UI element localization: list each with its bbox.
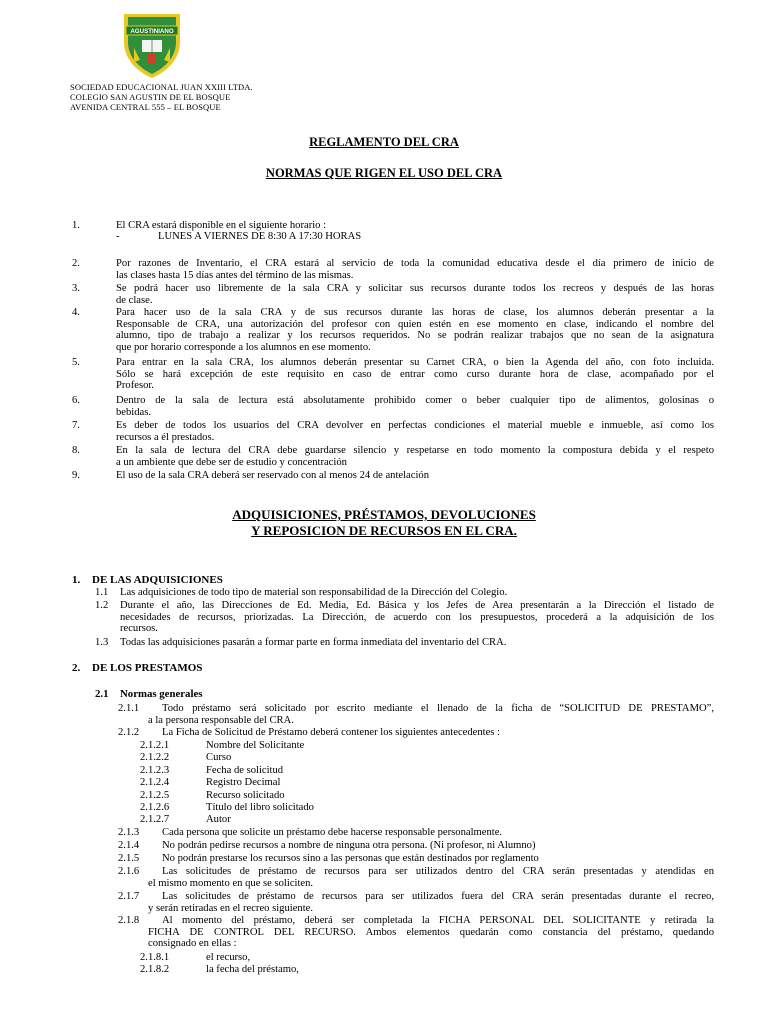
field-label: Fecha de solicitud	[206, 764, 284, 776]
schedule-dash: -	[116, 231, 120, 242]
schedule-text: LUNES A VIERNES DE 8:30 A 17:30 HORAS	[158, 231, 362, 242]
item-number: 1.3	[95, 637, 109, 648]
item-number: 2.1.5	[118, 853, 140, 864]
field-number: 2.1.2.4	[140, 777, 170, 789]
field-label: el recurso,	[206, 952, 251, 963]
section-title-line-2: Y REPOSICION DE RECURSOS EN EL CRA.	[251, 523, 517, 538]
item-number: 2.1.3	[118, 827, 140, 838]
norm-number: 6.	[72, 395, 80, 406]
field-number: 2.1.2.7	[140, 814, 170, 826]
item-text-line: Todas las adquisiciones pasarán a formar parte en forma inmediata del inventario del CRA.	[120, 637, 507, 648]
norm-number: 7.	[72, 420, 80, 431]
field-number: 2.1.8.2	[140, 964, 170, 976]
item-text-line: recursos.	[120, 623, 158, 635]
item-text-line: Todo préstamo será solicitado por escrito mediante el llenado de la ficha de “SOLICITUD DE PRESTAMO”,	[162, 703, 714, 714]
header-line-3: AVENIDA CENTRAL 555 – EL BOSQUE	[70, 102, 221, 112]
subsection-2-1-number: 2.1	[95, 688, 109, 700]
norm-text-line: Responsable de CRA, una autorización del profesor con quien estén en ese momento en clase, indicando el nombre del	[116, 318, 714, 330]
institution-header	[70, 82, 253, 112]
field-number: 2.1.8.1	[140, 952, 170, 963]
norm-number: 4.	[72, 307, 80, 318]
norm-number: 9.	[72, 470, 80, 481]
field-label: Curso	[206, 752, 232, 764]
item-text-line: Las solicitudes de préstamo de recursos para ser utilizados dentro del CRA serán presentadas y atendidas en	[162, 866, 714, 877]
item-text-line: Las solicitudes de préstamo de recursos para ser utilizados fuera del CRA serán presentadas durante el recreo,	[162, 891, 714, 902]
norm-number: 8.	[72, 445, 80, 456]
subsection-2-1-title: Normas generales	[120, 688, 203, 700]
norm-text-line: Es deber de todos los usuarios del CRA devolver en perfectas condiciones el material mueble e inmueble, así como los	[116, 420, 714, 431]
norms-title: NORMAS QUE RIGEN EL USO DEL CRA	[265, 166, 503, 180]
norm-text-line: a un ambiente que debe ser de estudio y concentración	[116, 456, 347, 468]
norm-text-line: El uso de la sala CRA deberá ser reservado con al menos 24 de antelación	[116, 470, 429, 481]
norm-text-line: Sólo se hará excepción de este requisito en caso de entrar como curso durante hora de clase, acompañado por el	[116, 368, 714, 380]
field-number: 2.1.2.6	[140, 802, 170, 813]
norm-text-line: Para entrar en la sala CRA, los alumnos deberán presentar su Carnet CRA, o bien la Agenda del año, con foto incluida.	[116, 357, 714, 368]
item-text-line: Las adquisiciones de todo tipo de material son responsabilidad de la Dirección del Colegio.	[120, 587, 508, 598]
item-number: 2.1.1	[118, 703, 140, 714]
norm-text-line: Dentro de la sala de lectura está absolutamente prohibido comer o beber cualquier tipo de alimentos, golosinas o	[116, 395, 714, 406]
item-text-line: No podrán prestarse los recursos sino a las personas que están destinados por reglamento	[162, 853, 539, 864]
norm-text-line: bebidas.	[116, 406, 152, 418]
section-1-number: 1.	[72, 574, 81, 586]
norm-text-line: Por razones de Inventario, el CRA estará al servicio de toda la comunidad educativa desde el día primero de inicio de	[116, 258, 714, 269]
norm-text-line: En la sala de lectura del CRA debe guardarse silencio y respetarse en todo momento la compostura debida y el respeto	[116, 445, 714, 456]
section-title-line-1: ADQUISICIONES, PRÉSTAMOS, DEVOLUCIONES	[232, 507, 536, 522]
section-1-title: DE LAS ADQUISICIONES	[92, 574, 223, 586]
item-number: 2.1.4	[118, 840, 140, 851]
norm-text-line: recursos a él prestados.	[116, 431, 215, 443]
field-label: Nombre del Solicitante	[206, 740, 305, 751]
field-number: 2.1.2.5	[140, 789, 170, 801]
header-line-1: SOCIEDAD EDUCACIONAL JUAN XXIII LTDA.	[70, 82, 253, 92]
item-text-line: No podrán pedirse recursos a nombre de ninguna otra persona. (Ni profesor, ni Alumno)	[162, 840, 536, 851]
item-text-line: Durante el año, las Direcciones de Ed. Media, Ed. Básica y los Jefes de Area presentarán a la Dirección el listado de	[120, 600, 714, 611]
norm-number: 1.	[72, 220, 80, 231]
item-text-line: La Ficha de Solicitud de Préstamo deberá contener los siguientes antecedentes :	[162, 727, 501, 738]
item-number: 2.1.8	[118, 915, 140, 926]
field-number: 2.1.2.1	[140, 740, 170, 751]
norm-number: 2.	[72, 258, 80, 269]
field-number: 2.1.2.3	[140, 764, 170, 776]
section-2-title: DE LOS PRESTAMOS	[92, 662, 203, 674]
field-label: Autor	[206, 814, 231, 826]
norm-text-line: Para hacer uso de la sala CRA y de sus recursos durante las horas de clase, los alumnos deberán presentar a la	[116, 307, 714, 318]
norm-text-line: El CRA estará disponible en el siguiente horario :	[116, 220, 327, 231]
norm-text-line: que por horario corresponde a los alumnos en ese momento.	[116, 341, 371, 353]
norm-text-line: las clases hasta 15 días antes del término de las mismas.	[116, 269, 354, 281]
item-number: 1.1	[95, 587, 109, 598]
norm-text-line: Profesor.	[116, 380, 154, 392]
item-text-line: FICHA DE CONTROL DEL RECURSO. Ambos elementos quedarán como constancia del préstamo, quedando	[148, 926, 714, 938]
item-text-line: necesidades de recursos, priorizadas. La Dirección, de acuerdo con los presupuestos, procederá a la adquisición de los	[120, 611, 714, 623]
field-label: Registro Decimal	[206, 777, 281, 789]
field-label: la fecha del préstamo,	[206, 964, 299, 976]
crest-banner-text: AGUSTINIANO	[130, 28, 174, 35]
norm-text-line: Se podrá hacer uso libremente de la sala CRA y solicitar sus recursos durante todos los recreos y después de las horas	[116, 283, 714, 294]
item-text-line: y serán retiradas en el recreo siguiente.	[148, 902, 314, 914]
item-text-line: Al momento del préstamo, deberá ser completada la FICHA PERSONAL DEL SOLICITANTE y retirada la	[162, 915, 714, 926]
document-title: REGLAMENTO DEL CRA	[309, 135, 459, 149]
norm-text-line: de clase.	[116, 294, 153, 306]
section-2-number: 2.	[72, 662, 81, 674]
item-number: 1.2	[95, 600, 109, 611]
field-label: Recurso solicitado	[206, 789, 285, 801]
norm-number: 3.	[72, 283, 80, 294]
field-number: 2.1.2.2	[140, 752, 170, 764]
field-label: Título del libro solicitado	[206, 802, 314, 813]
item-text-line: el mismo momento en que se soliciten.	[148, 877, 314, 889]
norm-text-line: alumno, tipo de trabajo a realizar y los recursos requeridos. No se podrán realizar trabajos que no sean de la asignatura	[116, 330, 714, 342]
item-number: 2.1.7	[118, 891, 140, 902]
item-number: 2.1.6	[118, 866, 140, 877]
item-number: 2.1.2	[118, 727, 140, 738]
header-line-2: COLEGIO SAN AGUSTIN DE EL BOSQUE	[70, 92, 231, 102]
item-text-line: consignado en ellas :	[148, 938, 237, 950]
item-text-line: Cada persona que solicite un préstamo debe hacerse responsable personalmente.	[162, 827, 503, 838]
norm-number: 5.	[72, 357, 80, 368]
item-text-line: a la persona responsable del CRA.	[148, 714, 294, 726]
school-crest-logo	[120, 8, 184, 80]
